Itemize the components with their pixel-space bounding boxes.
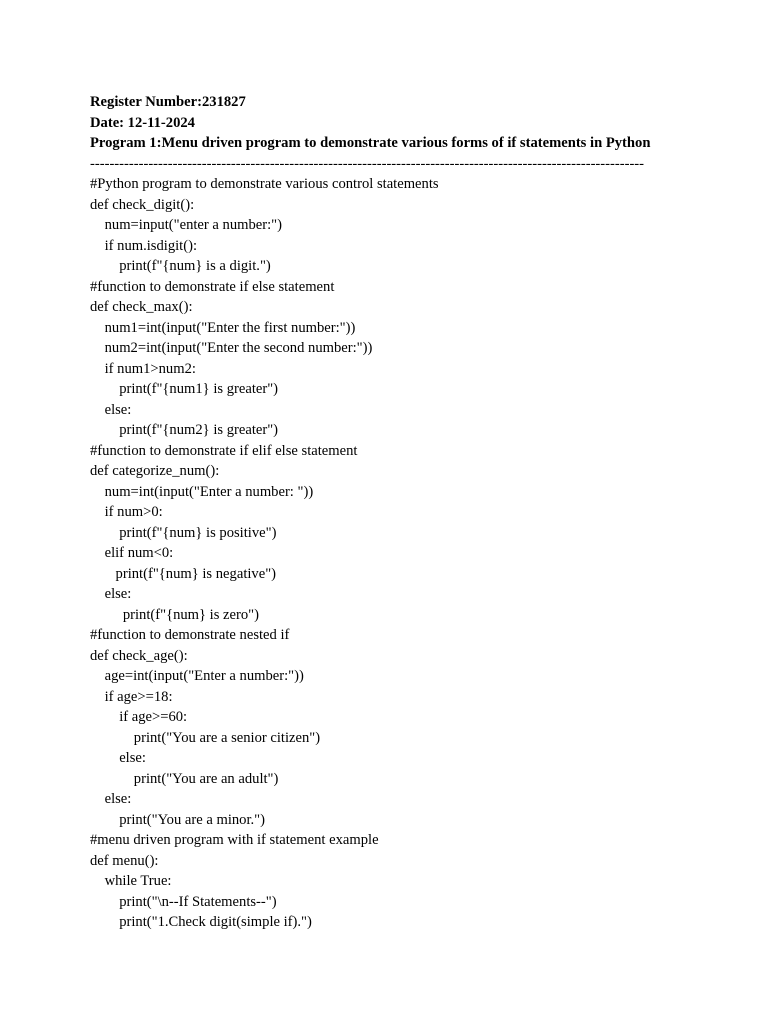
code-line: #function to demonstrate if elif else statement bbox=[90, 442, 358, 459]
code-line: else: bbox=[90, 791, 132, 807]
code-line: print("You are a senior citizen") bbox=[90, 729, 321, 746]
code-line: if age>=18: bbox=[90, 688, 173, 705]
code-line: def check_max(): bbox=[90, 299, 193, 315]
code-line: print(f"{num1} is greater") bbox=[90, 381, 279, 397]
code-line: else: bbox=[90, 401, 132, 418]
code-line: def check_age(): bbox=[90, 647, 188, 664]
code-line: num=input("enter a number:") bbox=[90, 217, 282, 233]
code-line: print(f"{num} is a digit.") bbox=[90, 258, 271, 274]
divider-line: ------------------------------------------------------------------------------------------------------------------ bbox=[90, 155, 645, 172]
code-line: #Python program to demonstrate various control statements bbox=[90, 176, 439, 192]
program-title: Program 1:Menu driven program to demonstrate various forms of if statements in Python bbox=[90, 135, 651, 151]
code-line: print("You are a minor.") bbox=[90, 811, 265, 828]
code-line: print("1.Check digit(simple if).") bbox=[90, 914, 312, 930]
register-number: Register Number:231827 bbox=[90, 94, 246, 110]
code-line: def menu(): bbox=[90, 852, 159, 869]
code-line: age=int(input("Enter a number:")) bbox=[90, 668, 304, 684]
code-line: #function to demonstrate nested if bbox=[90, 627, 290, 643]
code-line: if num.isdigit(): bbox=[90, 237, 198, 254]
code-line: def check_digit(): bbox=[90, 196, 195, 213]
code-line: elif num<0: bbox=[90, 545, 174, 561]
code-line: print(f"{num} is positive") bbox=[90, 524, 277, 541]
date-line: Date: 12-11-2024 bbox=[90, 114, 195, 131]
code-line: num=int(input("Enter a number: ")) bbox=[90, 483, 314, 500]
document-body bbox=[90, 92, 730, 933]
code-line: def categorize_num(): bbox=[90, 463, 220, 479]
code-line: else: bbox=[90, 586, 132, 602]
code-line: num1=int(input("Enter the first number:")) bbox=[90, 319, 356, 336]
code-line: if age>=60: bbox=[90, 709, 188, 725]
code-line: #menu driven program with if statement example bbox=[90, 832, 379, 848]
code-line: if num>0: bbox=[90, 504, 163, 520]
code-line: while True: bbox=[90, 873, 172, 889]
code-block bbox=[90, 174, 730, 933]
code-line: else: bbox=[90, 750, 146, 766]
code-line: if num1>num2: bbox=[90, 360, 196, 377]
code-line: print(f"{num} is negative") bbox=[90, 565, 277, 582]
code-line: #function to demonstrate if else statement bbox=[90, 278, 335, 295]
code-line: print(f"{num2} is greater") bbox=[90, 422, 279, 438]
code-line: num2=int(input("Enter the second number:")) bbox=[90, 340, 373, 356]
code-line: print(f"{num} is zero") bbox=[90, 606, 259, 623]
code-line: print("\n--If Statements--") bbox=[90, 893, 277, 910]
code-line: print("You are an adult") bbox=[90, 770, 279, 787]
